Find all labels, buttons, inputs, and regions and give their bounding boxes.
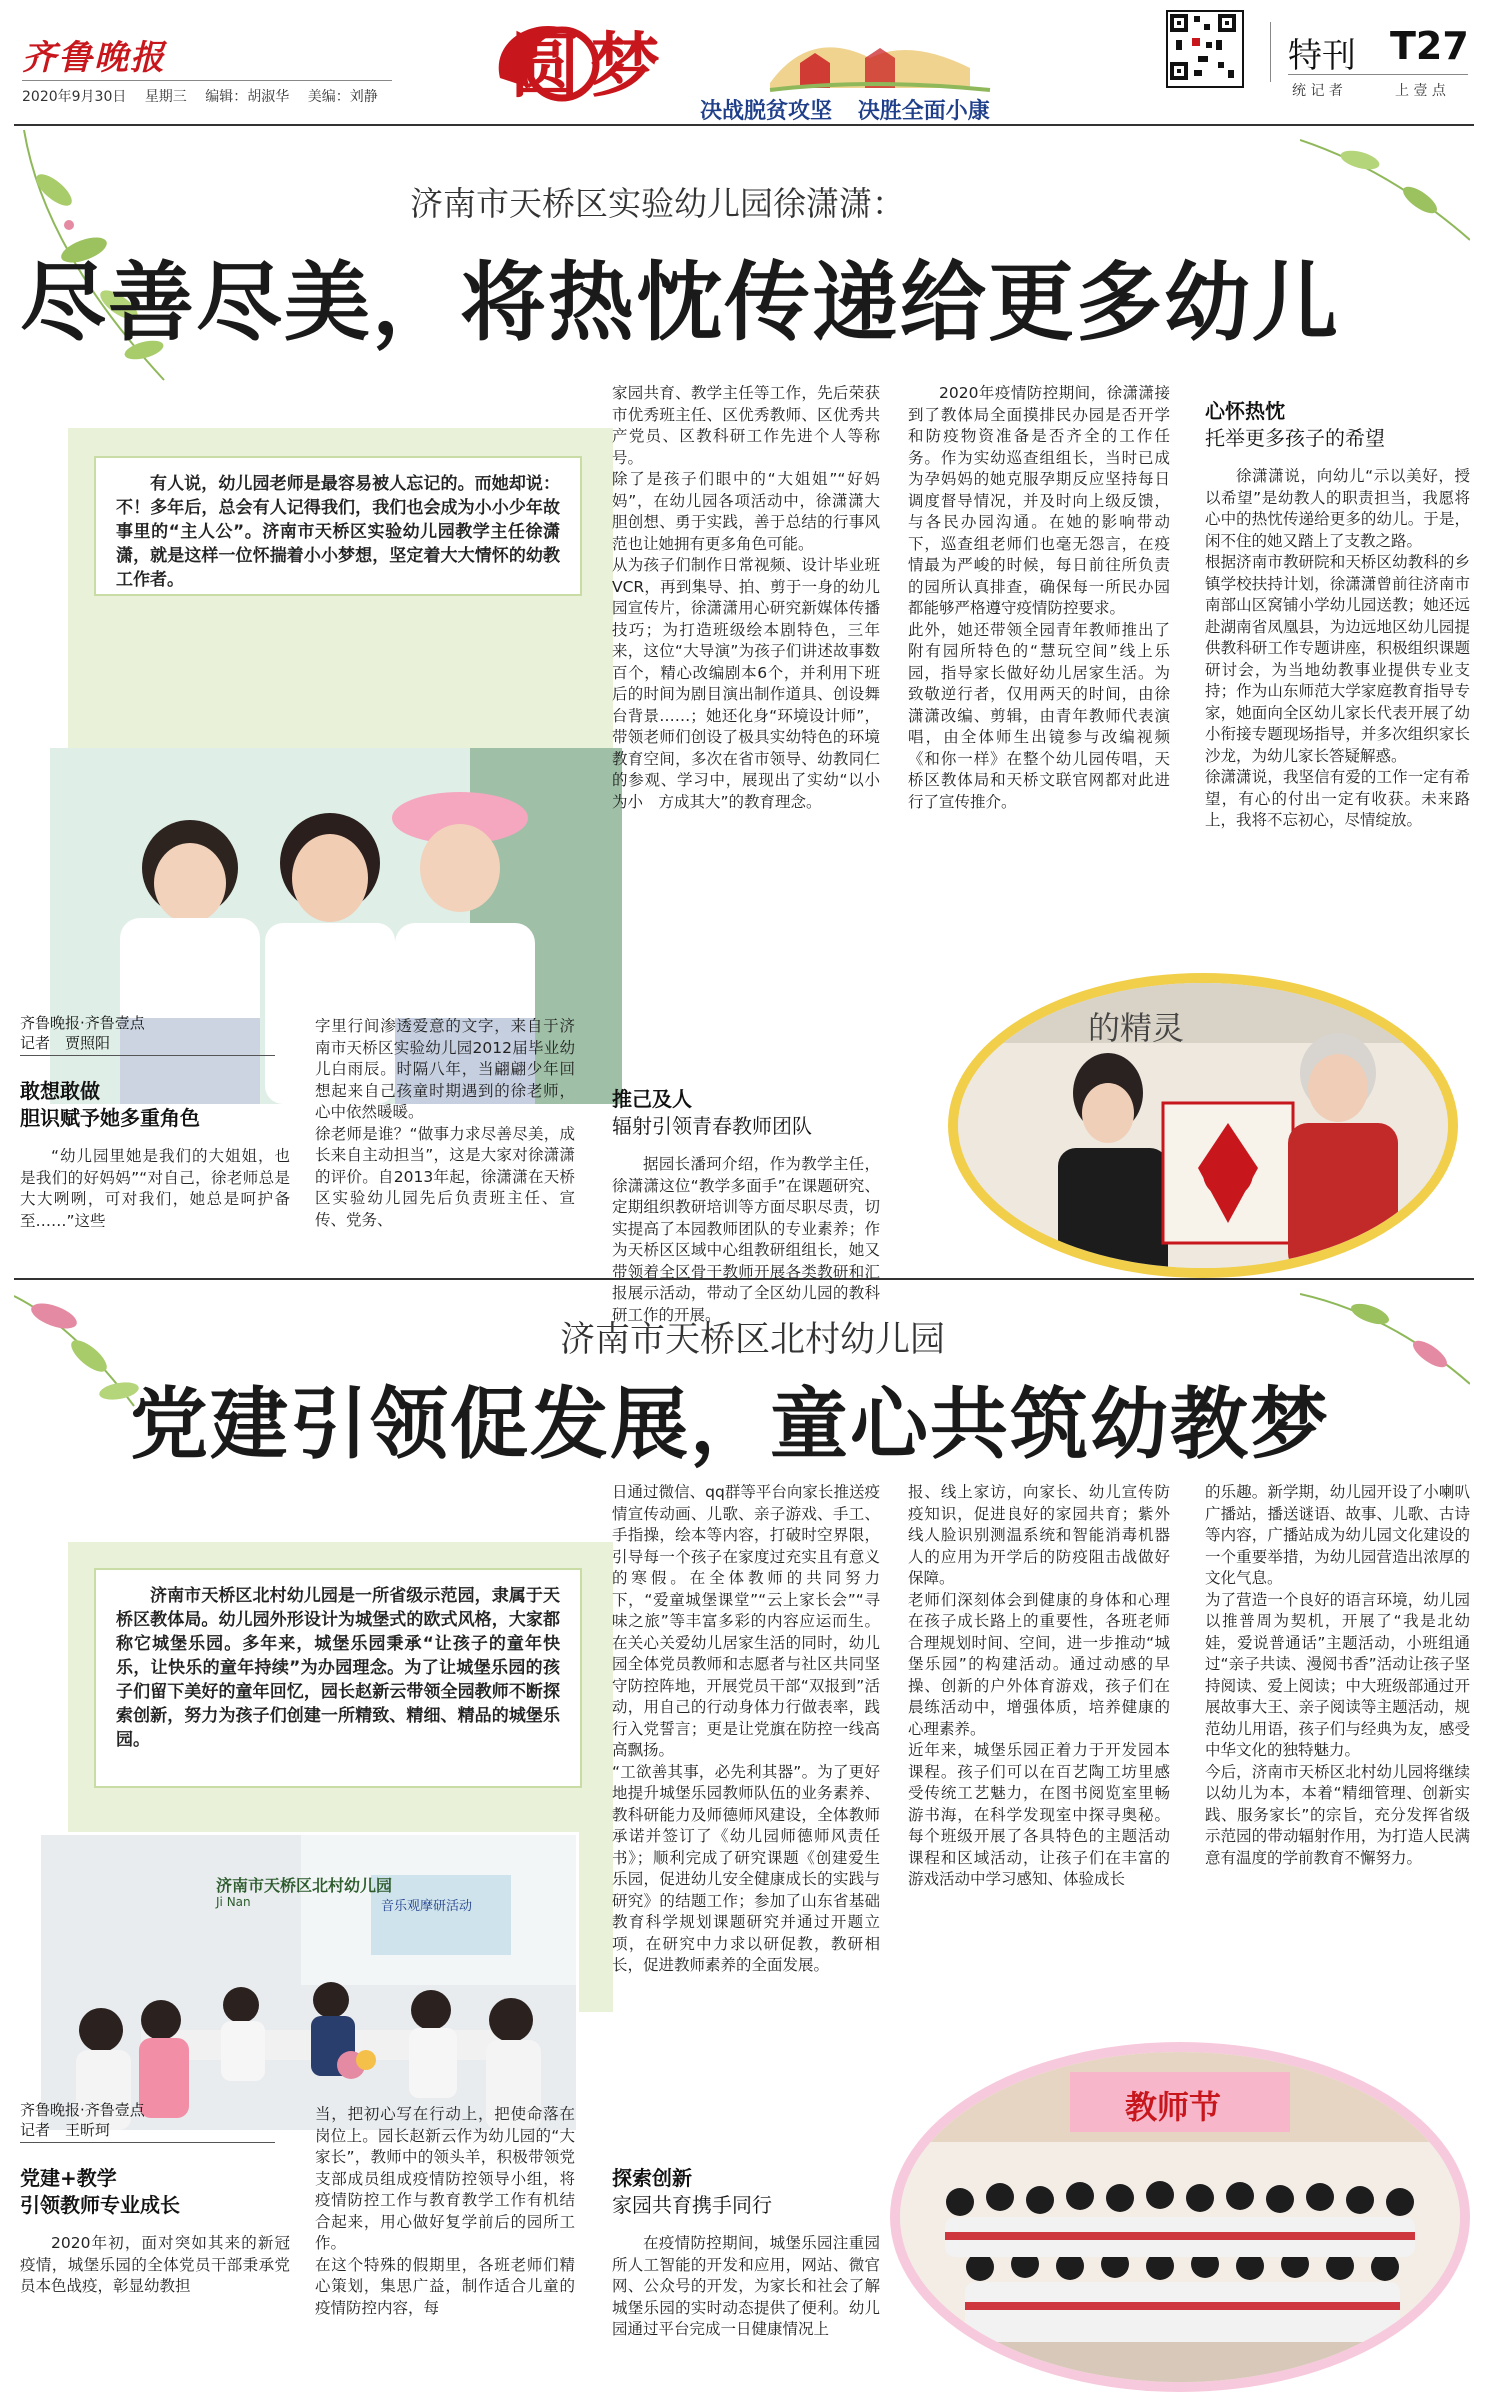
article-2-source: 齐鲁晚报·齐鲁壹点 <box>20 2101 145 2119</box>
article-2-subhead-1-line-2: 引领教师专业成长 <box>20 2193 180 2217</box>
issue-info <box>22 86 378 106</box>
article-1-col-3-text: 家园共育、教学主任等工作，先后荣获市优秀班主任、区优秀教师、区优秀共产党员、区教科研工作先进个人等称号。 除了是孩子们眼中的“大姐姐”“好妈妈”，在幼儿园各项活动中，徐潇潇大胆创想、勇于实践，善于总结的行事风范也让她拥有更多角色可能。 从为孩子们制作日常视频、设计毕业班VCR，再到集导、拍、剪于一身的幼儿园宣传片，徐潇潇用心研究新媒体传播技巧；为打造班级绘本剧特色，三年来，这位“大导演”为孩子们讲述故事数百个，精心改编剧本6个，并利用下班后的时间为剧目演出制作道具、创设舞台背景……；她还化身“环境设计师”，带领老师们创设了极具实幼特色的环境教育空间，多次在省市领导、幼教同仁的参观、学习中，展现出了实幼“以小为小 方成其大”的教育理念。 <box>612 384 880 811</box>
slogan-2: 决胜全面小康 <box>857 99 990 124</box>
article-1-col-2-text: 字里行间渗透爱意的文字，来自于济南市天桥区实验幼儿园2012届毕业幼儿白雨辰。时隔八年，当翩翩少年回想起来自己孩童时期遇到的徐老师，心中依然暖暖。 徐老师是谁？“做事力求尽善尽美，成长来自主动担当”，这是大家对徐潇潇的评价。自2013年起，徐潇潇在天桥区实验幼儿园先后负责班主任、宣传、党务、 <box>315 1017 575 1229</box>
article-1-subhead-2-line-1: 推己及人 <box>612 1087 692 1111</box>
page-number: T27 <box>1390 24 1469 68</box>
kindergarten-sign-2: Ji Nan <box>216 1895 251 1909</box>
masthead <box>0 0 1488 128</box>
slogan-1: 决战脱贫攻坚 <box>700 99 833 124</box>
article-1-subhead-3-line-2: 托举更多孩子的希望 <box>1205 426 1385 450</box>
article-2-col-3-text: 日通过微信、qq群等平台向家长推送疫情宣传动画、儿歌、亲子游戏、手工、手指操，绘本等内容，打破时空界限，引导每一个孩子在家度过充实且有意义的寒假。在全体教师的共同努力下，“爱童城堡课堂”“云上家长会”“寻味之旅”等丰富多彩的内容应运而生。在关心关爱幼儿居家生活的同时，幼儿园全体党员教师和志愿者与社区共同坚守防控阵地，开展党员干部“双报到”活动，用自己的行动身体力行做表率，践行入党誓言；更是让党旗在防控一线高高飘扬。 “工欲善其事，必先利其器”。为了更好地提升城堡乐园教师队伍的业务素养、教科研能力及师德师风建设，全体教师承诺并签订了《幼儿园师德师风责任书》；顺利完成了研究课题《创建爱生乐园，促进幼儿安全健康成长的实践与研究》的结题工作；参加了山东省基础教育科学规划课题研究并通过开题立项，在研究中力求以研促教，教研相长，促进教师素养的全面发展。 <box>612 1483 880 1974</box>
article-2-headline: 党建引领促发展，童心共筑幼教梦 <box>130 1379 1331 1470</box>
section-name: 特刊 <box>1288 36 1356 76</box>
article-1-col-1-text: “幼儿园里她是我们的大姐姐，也是我们的好妈妈”“对自己，徐老师总是大大咧咧，可对我们，她总是呵护备至……”这些 <box>20 1147 290 1230</box>
article-1-subhead-3-line-1: 心怀热忱 <box>1205 399 1285 423</box>
article-2-col-4-text: 报、线上家访，向家长、幼儿宣传防疫知识，促进良好的家园共育；紫外线人脸识别测温系统和智能消毒机器人的应用为开学后的防疫阻击战做好保障。 老师们深刻体会到健康的身体和心理在孩子成长路上的重要性，各班老师合理规划时间、空间，进一步推动“城堡乐园”的构建活动。通过动感的早操、创新的户外体育游戏，孩子们在晨练活动中，增强体质，培养健康的心理素养。 近年来，城堡乐园正着力于开发园本课程。孩子们可以在百艺陶工坊里感受传统工艺魅力，在图书阅览室里畅游书海，在科学发现室中探寻奥秘。每个班级开展了各具特色的主题活动课程和区域活动，让孩子们在丰富的游戏活动中学习感知、体验成长 <box>908 1483 1170 1888</box>
qr-code-graphic <box>1168 12 1238 82</box>
article-2-col-5-text: 的乐趣。新学期，幼儿园开设了小喇叭广播站，播送谜语、故事、儿歌、古诗等内容，广播站成为幼儿园文化建设的一个重要举措，为幼儿园营造出浓厚的文化气息。 为了营造一个良好的语言环境，幼儿园以推普周为契机，开展了“我是北幼娃，爱说普通话”主题活动，小班组通过“亲子共读、漫阅书香”活动让孩子坚持阅读、爱上阅读；中大班级部通过开展故事大王、亲子阅读等主题活动，规范幼儿用语，孩子们与经典为友，感受中华文化的独特魅力。 今后，济南市天桥区北村幼儿园将继续以幼儿为本，本着“精细管理、创新实践、服务家长”的宗旨，充分发挥省级示范园的带动辐射作用，为打造人民满意有温度的学前教育不懈努力。 <box>1205 1483 1470 1867</box>
article-1-intro: 有人说，幼儿园老师是最容易被人忘记的。而她却说：不！多年后，总会有人记得我们，我们也会成为小小少年故事里的“主人公”。济南市天桥区实验幼儿园教学主任徐潇潇，就是这样一位怀揣着小小梦想，坚定着大大情怀的幼教工作者。 <box>116 474 560 590</box>
article-1-subhead-1-line-2: 胆识赋予她多重角色 <box>20 1106 200 1130</box>
campaign-logo <box>470 8 1030 128</box>
reporter-label: 统 记 者 <box>1292 83 1343 99</box>
papercut-photo-banner: 的精灵 <box>1088 1009 1185 1047</box>
article-2-photo-teacher-group <box>890 2042 1470 2392</box>
article-1 <box>0 128 1488 1324</box>
article-1-subhead-2-line-2: 辐射引领青春教师团队 <box>612 1114 812 1138</box>
article-1-kicker: 济南市天桥区实验幼儿园徐潇潇： <box>410 184 905 223</box>
article-2-kicker: 济南市天桥区北村幼儿园 <box>560 1320 946 1360</box>
article-1-col-5-text: 徐潇潇说，向幼儿“示以美好，授以希望”是幼教人的职责担当，我愿将心中的热忱传递给更多的幼儿。于是，闲不住的她又踏上了支教之路。 根据济南市教研院和天桥区幼教科的乡镇学校扶持计划，徐潇潇曾前往济南市南部山区窝铺小学幼儿园送教；她还远赴湖南省凤凰县，为边远地区幼儿园提供教科研工作专题讲座，积极组织课题研讨会，为当地幼教事业提供专业支持；作为山东师范大学家庭教育指导专家，她面向全区幼儿家长代表开展了幼小衔接专题现场指导，并多次组织家长沙龙，为幼儿家长答疑解惑。 徐潇潇说，我坚信有爱的工作一定有希望，有心的付出一定有收获。未来路上，我将不忘初心，尽情绽放。 <box>1205 467 1470 829</box>
meeting-screen-text: 音乐观摩研活动 <box>381 1899 473 1914</box>
article-1-photo-papercut <box>948 973 1458 1278</box>
article-1-headline: 尽善尽美，将热忱传递给更多幼儿 <box>20 252 1340 353</box>
campaign-title: 圆梦 <box>510 24 670 107</box>
article-1-col-4-text: 2020年疫情防控期间，徐潇潇接到了教体局全面摸排民办园是否开学和防疫物资准备是否齐全的工作任务。作为实幼巡查组组长，当时已成为孕妈妈的她克服孕期反应坚持每日调度督导情况，并及时向上级反馈，与各民办园沟通。在她的影响带动下，巡查组老师们也毫无怨言，在疫情最为严峻的时候，每日前往所负责的园所认真排查，确保每一所民办园都能够严格遵守疫情防控要求。 此外，她还带领全园青年教师推出了附有园所特色的“慧玩空间”线上乐园，指导家长做好幼儿居家生活。为致敬逆行者，仅用两天的时间，由徐潇潇改编、剪辑，由青年教师代表演唱，由全体师生出镜参与改编视频《和你一样》在整个幼儿园传唱，天桥区教体局和天桥文联官网都对此进行了宣传推介。 <box>908 384 1170 811</box>
article-1-intro-box <box>68 428 613 938</box>
issue-designer: 美编：刘静 <box>307 89 378 105</box>
article-2-subhead-2-line-1: 探索创新 <box>612 2166 692 2190</box>
article-1-subhead-1-line-1: 敢想敢做 <box>20 1079 100 1103</box>
article-2-subhead-2-line-2: 家园共育携手同行 <box>612 2193 772 2217</box>
article-2-col-2-text: 当，把初心写在行动上，把使命落在岗位上。园长赵新云作为幼儿园的“大家长”，教师中的领头羊，积极带领党支部成员组成疫情防控领导小组，将疫情防控工作与教育教学工作有机结合起来，用心做好复学前后的园所工作。 在这个特殊的假期里，各班老师们精心策划，集思广益，制作适合儿童的疫情防控内容，每 <box>315 2105 575 2317</box>
article-1-reporter: 记者 贾照阳 <box>20 1034 111 1052</box>
article-2-photo-teacher-meeting <box>38 1832 579 2133</box>
reporter-name: 上 壹 点 <box>1395 83 1446 99</box>
article-1-source: 齐鲁晚报·齐鲁壹点 <box>20 1014 145 1032</box>
article-1-col-3b-text: 据园长潘珂介绍，作为教学主任，徐潇潇这位“教学多面手”在课题研究、定期组织教研培训等方面尽职尽责，切实提高了本园教师团队的专业素养；作为天桥区区域中心组教研组组长，她又带领着全区骨干教师开展各类教研和汇报展示活动，带动了全区幼儿园的教科研工作的开展。 <box>612 1155 880 1324</box>
issue-date: 2020年9月30日 <box>22 89 127 105</box>
issue-weekday: 星期三 <box>144 89 187 105</box>
campaign-slogan <box>700 94 990 125</box>
papercut-photo-graphic <box>958 983 1448 1268</box>
group-photo-banner: 教师节 <box>1125 2088 1222 2126</box>
kindergarten-sign: 济南市天桥区北村幼儿园 <box>216 1876 393 1895</box>
article-2-intro-box <box>68 1542 613 2012</box>
article-2-subhead-1-line-1: 党建+教学 <box>20 2166 117 2190</box>
article-2-reporter: 记者 王昕珂 <box>20 2121 111 2139</box>
article-2-col-1-text: 2020年初，面对突如其来的新冠疫情，城堡乐园的全体党员干部秉承党员本色战疫，彰显幼教担 <box>20 2234 290 2295</box>
qr-code <box>1166 10 1244 88</box>
newspaper-logo: 齐鲁晚报 <box>22 38 166 78</box>
issue-editor: 编辑：胡淑华 <box>205 89 290 105</box>
article-2-intro: 济南市天桥区北村幼儿园是一所省级示范园，隶属于天桥区教体局。幼儿园外形设计为城堡式的欧式风格，大家都称它城堡乐园。多年来，城堡乐园秉承“让孩子的童年快乐，让快乐的童年持续”为办园理念。为了让城堡乐园的孩子们留下美好的童年回忆，园长赵新云带领全园教师不断探索创新，努力为孩子们创建一所精致、精细、精品的城堡乐园。 <box>116 1586 560 1750</box>
leaf-decoration-right-icon <box>1300 130 1470 250</box>
article-2 <box>0 1282 1488 2395</box>
article-2-col-3b-text: 在疫情防控期间，城堡乐园注重园所人工智能的开发和应用，网站、微官网、公众号的开发，为家长和社会了解城堡乐园的实时动态提供了便利。幼儿园通过平台完成一日健康情况上 <box>612 2234 880 2338</box>
